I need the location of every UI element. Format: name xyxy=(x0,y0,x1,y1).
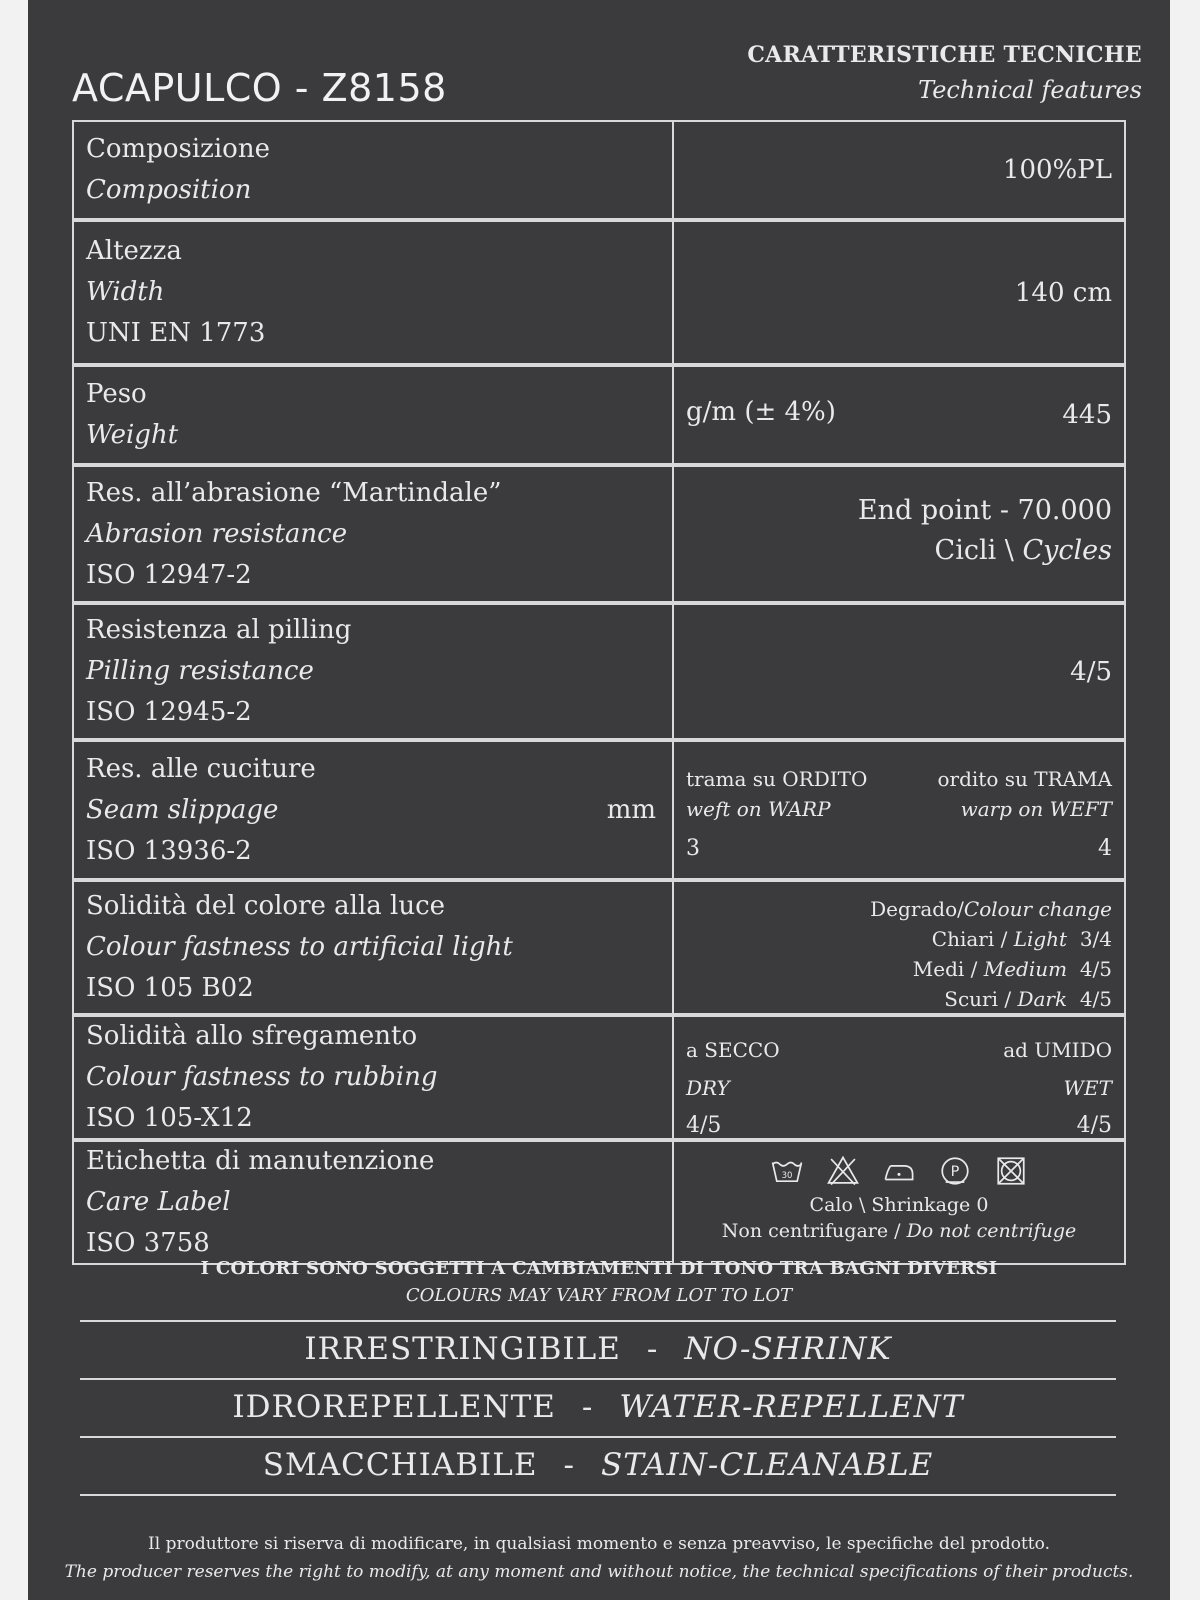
centrifuge-text xyxy=(686,1218,1112,1244)
header-title-it: CARATTERISTICHE TECNICHE xyxy=(747,42,1142,68)
row-light-fastness xyxy=(72,880,1126,1015)
wet-value: 4/5 xyxy=(1076,1113,1112,1138)
pilling-label-en: Pilling resistance xyxy=(86,656,314,686)
medium-it: Medi / xyxy=(912,957,984,981)
lightfast-medium-row xyxy=(870,954,1112,984)
lightfast-values xyxy=(870,894,1112,1014)
pilling-label-it: Resistenza al pilling xyxy=(86,615,352,645)
no-tumble-dry-icon xyxy=(994,1154,1028,1188)
weft-on-warp-value: 3 xyxy=(686,836,700,861)
row-care-label xyxy=(72,1140,1126,1265)
rubbing-label-it: Solidità allo sfregamento xyxy=(86,1021,418,1051)
row-composition-label xyxy=(74,122,674,218)
seam-values xyxy=(686,834,1112,864)
seam-label-it: Res. alle cuciture xyxy=(86,753,316,784)
abrasion-standard: ISO 12947-2 xyxy=(86,559,252,590)
warp-on-weft-en: warp on WEFT xyxy=(960,797,1112,821)
warp-on-weft-it: ordito su TRAMA xyxy=(937,767,1112,791)
abrasion-value xyxy=(858,491,1112,571)
seam-headers-it xyxy=(686,764,1112,794)
composition-label-it: Composizione xyxy=(86,134,270,164)
band-separator: - xyxy=(646,1331,659,1367)
row-weight xyxy=(72,365,1126,465)
lot-variation-notice xyxy=(28,1258,1170,1306)
light-it: Chiari / xyxy=(931,927,1014,951)
row-rubbing-value xyxy=(674,1017,1124,1138)
row-seam-label xyxy=(74,742,674,878)
row-weight-label xyxy=(74,367,674,463)
composition-value: 100%PL xyxy=(1002,155,1112,185)
seam-headers-en xyxy=(686,794,1112,824)
dry-clean-p-icon xyxy=(938,1154,972,1188)
colour-change-en: Colour change xyxy=(963,897,1112,921)
abrasion-endpoint: End point - 70.000 xyxy=(857,495,1112,526)
product-title: ACAPULCO - Z8158 xyxy=(72,66,447,110)
row-seam-value xyxy=(674,742,1124,878)
lightfast-label-en: Colour fastness to artificial light xyxy=(86,932,513,962)
row-rubbing-fastness xyxy=(72,1015,1126,1140)
lightfast-light-row xyxy=(870,924,1112,954)
colour-change-it: Degrado/ xyxy=(870,897,964,921)
abrasion-label-it: Res. all’abrasione “Martindale” xyxy=(86,477,502,508)
notice-it: I COLORI SONO SOGGETTI A CAMBIAMENTI DI TONO TRA BAGNI DIVERSI xyxy=(200,1258,998,1279)
warp-on-weft-value: 4 xyxy=(1098,836,1112,861)
wet-en: WET xyxy=(1063,1076,1112,1100)
row-abrasion-value xyxy=(674,467,1124,601)
light-en: Light xyxy=(1013,927,1068,951)
pilling-value: 4/5 xyxy=(1070,656,1112,687)
row-abrasion xyxy=(72,465,1126,603)
abrasion-cycles xyxy=(858,531,1112,571)
rubbing-headers-en xyxy=(686,1073,1112,1103)
pilling-standard: ISO 12945-2 xyxy=(86,697,252,727)
shrinkage-text: Calo \ Shrinkage 0 xyxy=(809,1194,989,1216)
row-pilling-label xyxy=(74,605,674,738)
lightfast-label-it: Solidità del colore alla luce xyxy=(86,891,446,921)
dark-value: 4/5 xyxy=(1079,987,1112,1011)
abrasion-label-en: Abrasion resistance xyxy=(86,518,348,549)
width-value: 140 cm xyxy=(1014,277,1112,308)
dark-it: Scuri / xyxy=(944,987,1018,1011)
iron-icon xyxy=(882,1154,916,1188)
weft-on-warp-it: trama su ORDITO xyxy=(686,767,868,791)
care-label-en: Care Label xyxy=(86,1187,231,1217)
width-label-en: Width xyxy=(86,277,165,307)
row-abrasion-label xyxy=(74,467,674,601)
section-header xyxy=(747,42,1142,104)
header-title-en: Technical features xyxy=(918,76,1142,104)
care-label-it: Etichetta di manutenzione xyxy=(86,1146,435,1176)
row-rubbing-label xyxy=(74,1017,674,1138)
row-light-value xyxy=(674,882,1124,1013)
rubbing-headers-it xyxy=(686,1035,1112,1065)
row-width-value xyxy=(674,222,1124,363)
row-seam-slippage xyxy=(72,740,1126,880)
notice-en: COLOURS MAY VARY FROM LOT TO LOT xyxy=(405,1285,793,1306)
seam-unit: mm xyxy=(606,795,656,825)
svg-text:30: 30 xyxy=(781,1170,793,1181)
row-composition xyxy=(72,120,1126,220)
weft-on-warp-en: weft on WARP xyxy=(686,797,831,821)
weight-label-it: Peso xyxy=(86,379,147,409)
seam-standard: ISO 13936-2 xyxy=(86,835,252,866)
disclaimer-en: The producer reserves the right to modify, at any moment and without notice, the technical specifications of their products. xyxy=(64,1562,1134,1582)
band-bottom-rule xyxy=(80,1494,1116,1498)
band-no-shrink xyxy=(80,1320,1116,1372)
band-separator: - xyxy=(563,1447,575,1483)
rubbing-standard: ISO 105-X12 xyxy=(86,1103,253,1133)
stain-cleanable-en: STAIN-CLEANABLE xyxy=(600,1447,934,1483)
dry-it: a SECCO xyxy=(686,1038,780,1062)
no-bleach-icon xyxy=(826,1154,860,1188)
row-light-label xyxy=(74,882,674,1013)
disclaimer-it: Il produttore si riserva di modificare, in qualsiasi momento e senza preavviso, le specifiche del prodotto. xyxy=(148,1534,1050,1554)
band-stain-cleanable xyxy=(80,1436,1116,1488)
width-label-it: Altezza xyxy=(86,236,182,266)
row-weight-value xyxy=(674,367,1124,463)
dry-value: 4/5 xyxy=(686,1113,722,1138)
seam-label-en: Seam slippage xyxy=(86,794,279,825)
centrifuge-it: Non centrifugare / xyxy=(721,1220,907,1242)
row-care-label-text xyxy=(74,1142,674,1263)
row-composition-value xyxy=(674,122,1124,218)
row-pilling xyxy=(72,603,1126,740)
row-width xyxy=(72,220,1126,365)
stain-cleanable-it: SMACCHIABILE xyxy=(262,1447,538,1483)
composition-label-en: Composition xyxy=(86,175,252,205)
centrifuge-en: Do not centrifuge xyxy=(906,1220,1077,1242)
colour-change-heading xyxy=(870,894,1112,924)
no-shrink-en: NO-SHRINK xyxy=(684,1331,892,1367)
dark-en: Dark xyxy=(1017,987,1068,1011)
medium-en: Medium xyxy=(983,957,1068,981)
no-shrink-it: IRRESTRINGIBILE xyxy=(304,1331,621,1367)
weight-unit: g/m (± 4%) xyxy=(686,397,836,427)
svg-text:P: P xyxy=(950,1164,960,1181)
light-value: 3/4 xyxy=(1079,927,1112,951)
lightfast-standard: ISO 105 B02 xyxy=(86,973,254,1003)
weight-value: 445 xyxy=(1062,400,1112,430)
lightfast-dark-row xyxy=(870,984,1112,1014)
medium-value: 4/5 xyxy=(1079,957,1112,981)
band-separator: - xyxy=(581,1389,594,1425)
care-symbols xyxy=(686,1154,1112,1188)
water-repellent-it: IDROREPELLENTE xyxy=(232,1389,556,1425)
rubbing-label-en: Colour fastness to rubbing xyxy=(86,1062,438,1092)
row-width-label xyxy=(74,222,674,363)
dry-en: DRY xyxy=(686,1076,730,1100)
row-pilling-value xyxy=(674,605,1124,738)
cycles-en: Cycles xyxy=(1022,535,1112,566)
cycles-it: Cicli \ xyxy=(934,535,1023,566)
band-water-repellent xyxy=(80,1378,1116,1430)
disclaimer xyxy=(28,1534,1170,1582)
water-repellent-en: WATER-REPELLENT xyxy=(619,1389,964,1425)
wet-it: ad UMIDO xyxy=(1003,1038,1112,1062)
width-standard: UNI EN 1773 xyxy=(86,318,266,348)
rubbing-values xyxy=(686,1111,1112,1141)
spec-sheet xyxy=(28,0,1170,1600)
row-care-value xyxy=(674,1142,1124,1263)
care-standard: ISO 3758 xyxy=(86,1228,210,1258)
weight-label-en: Weight xyxy=(86,420,179,450)
wash-30-icon xyxy=(770,1154,804,1188)
